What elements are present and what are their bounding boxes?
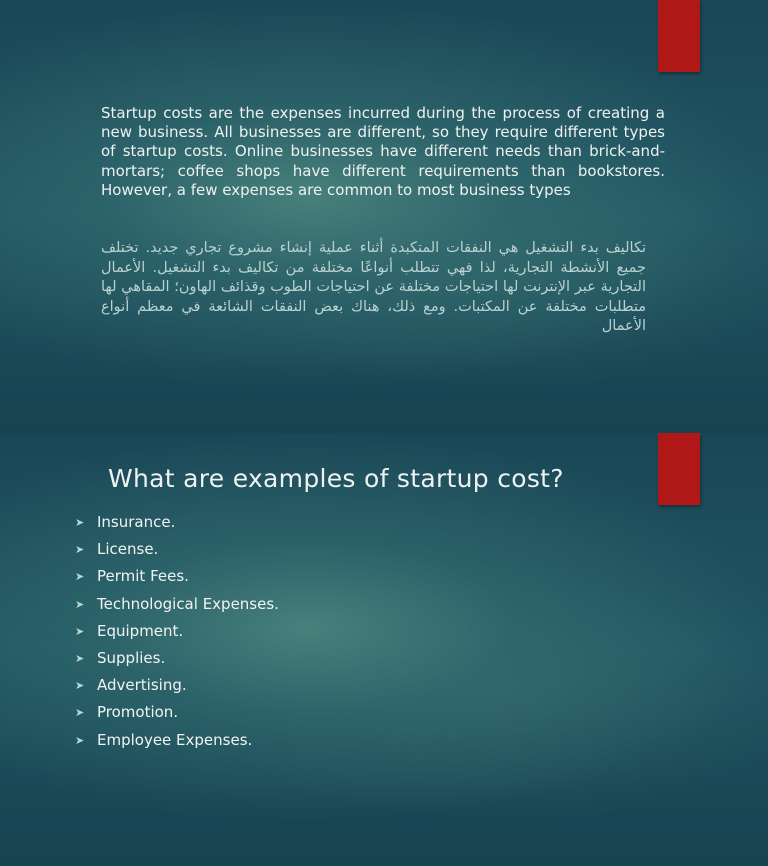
arrowhead-bullet-icon: ➤	[75, 706, 85, 720]
arrowhead-bullet-icon: ➤	[75, 597, 85, 611]
arrowhead-bullet-icon: ➤	[75, 570, 85, 584]
arrowhead-bullet-icon: ➤	[75, 516, 85, 529]
list-item-license	[74, 536, 279, 563]
slide-title: What are examples of startup cost?	[108, 464, 564, 493]
list-item-label: Technological Expenses.	[97, 594, 279, 613]
arrowhead-bullet-icon: ➤	[75, 624, 85, 638]
red-accent-bar	[658, 0, 700, 72]
list-item-label: Promotion.	[97, 703, 179, 722]
arrowhead-bullet-icon: ➤	[75, 651, 85, 665]
list-item-employee-expenses	[74, 727, 279, 754]
list-item-equipment	[74, 618, 279, 645]
list-item-label: Permit Fees.	[97, 567, 189, 586]
list-item-promotion	[74, 699, 279, 726]
list-item-technological-expenses	[74, 591, 279, 618]
list-item-label: Insurance.	[97, 513, 176, 531]
list-item-insurance	[74, 509, 279, 536]
slide-startup-cost-examples	[0, 433, 768, 866]
arrowhead-bullet-icon: ➤	[75, 679, 85, 693]
arrowhead-bullet-icon: ➤	[75, 733, 85, 747]
examples-list	[74, 509, 279, 754]
list-item-label: License.	[97, 540, 159, 559]
paragraph-arabic: تكاليف بدء التشغيل هي النفقات المتكبدة أثناء عملية إنشاء مشروع تجاري جديد. تختلف جميع الأنشطة التجارية، لذا فهي تتطلب أنواعًا مختلفة من تكاليف بدء التشغيل. الأعمال التجارية عبر الإنترنت لها احتياجات مختلفة عن احتياجات الطوب وقذائف الهاون؛ المقاهي لها متطلبات مختلفة عن المكتبات. ومع ذلك، هناك بعض النفقات الشائعة في معظم أنواع الأعمال	[101, 240, 646, 334]
list-item-label: Equipment.	[97, 621, 184, 640]
paragraph-english: Startup costs are the expenses incurred during the process of creating a new business. All businesses are different, so they require different types of startup costs. Online businesses have different needs than brick-and-mortars; coffee shops have different requirements than bookstores. However, a few expenses are common to most business types	[101, 104, 665, 199]
list-item-label: Employee Expenses.	[97, 730, 253, 749]
list-item-label: Supplies.	[97, 648, 166, 667]
list-item-advertising	[74, 672, 279, 699]
arrowhead-bullet-icon: ➤	[75, 543, 85, 557]
list-item-permit-fees	[74, 563, 279, 590]
list-item-supplies	[74, 645, 279, 672]
red-accent-bar	[658, 433, 700, 505]
list-item-label: Advertising.	[97, 676, 187, 695]
